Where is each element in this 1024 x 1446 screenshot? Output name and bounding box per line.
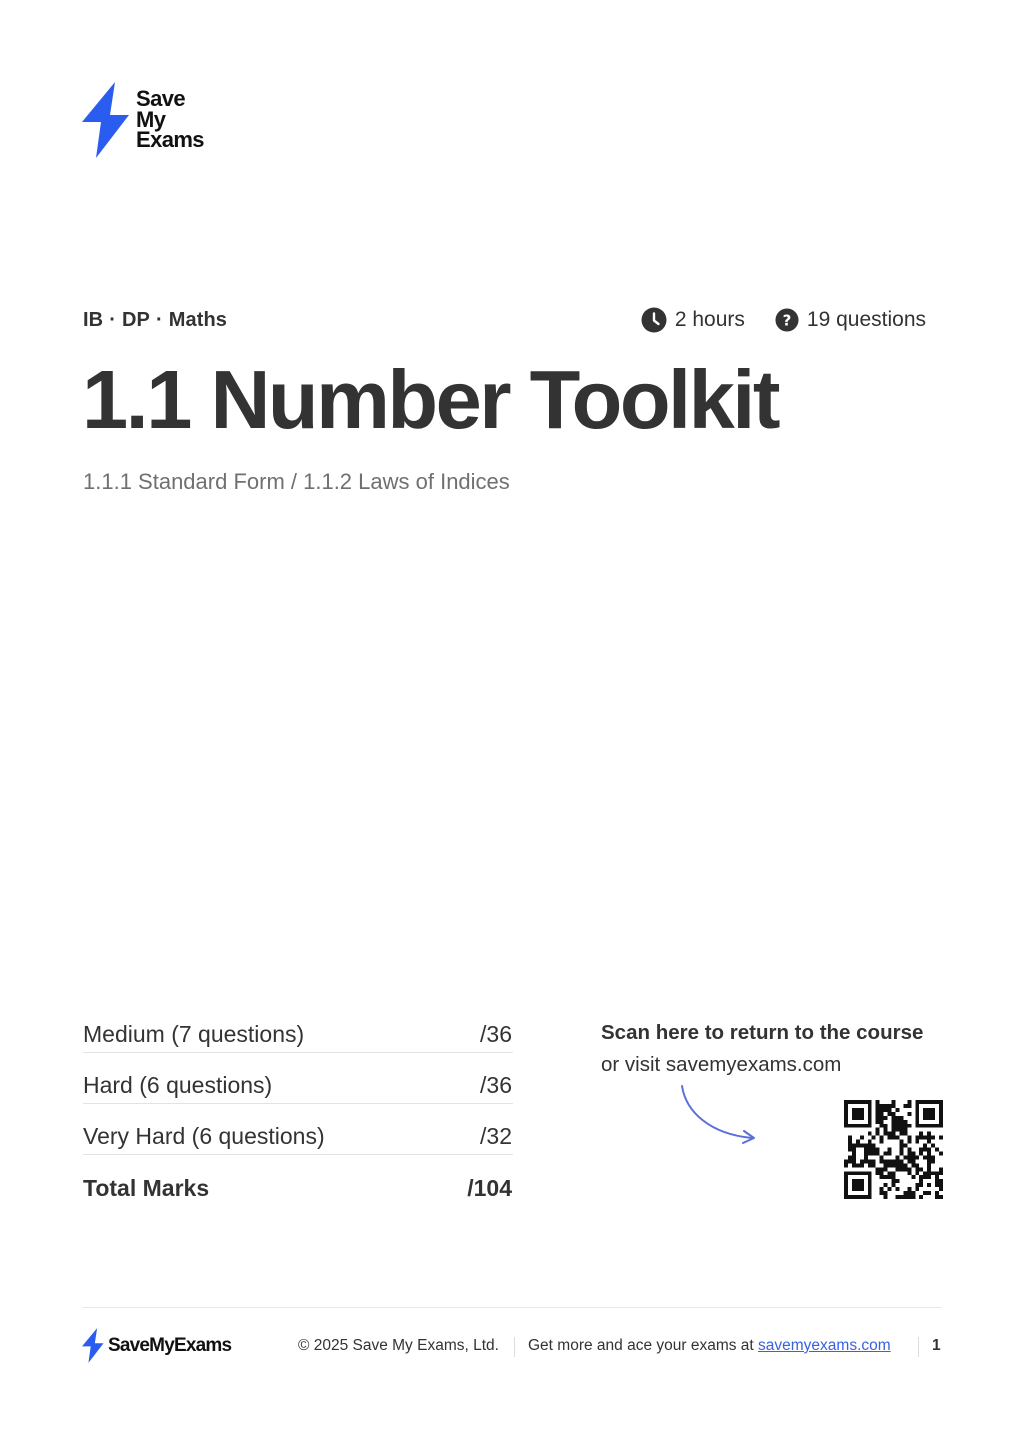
- crumb-level: DP: [121, 309, 150, 331]
- footer-brand-name: SaveMyExams: [108, 1334, 232, 1356]
- logo-wordmark: [136, 86, 204, 152]
- marks-row-label: Hard (6 questions): [83, 1072, 273, 1098]
- footer-separator: [514, 1337, 515, 1357]
- logo-word-1: Save: [136, 86, 185, 111]
- breadcrumb: [83, 309, 227, 332]
- footer-cta-text: Get more and ace your exams at: [528, 1337, 759, 1354]
- page-subtitle: 1.1.1 Standard Form / 1.1.2 Laws of Indices: [83, 469, 510, 494]
- question-count-info: [775, 308, 926, 332]
- marks-row-total: [83, 1155, 513, 1206]
- clock-icon: [641, 307, 667, 333]
- duration-text: 2 hours: [674, 308, 745, 331]
- lightning-bolt-icon: [82, 1328, 104, 1363]
- crumb-board: IB: [83, 309, 104, 331]
- total-marks-value: /104: [467, 1175, 512, 1201]
- footer-separator: [918, 1337, 919, 1357]
- marks-row-value: /36: [480, 1021, 512, 1047]
- qr-heading: Scan here to return to the course: [601, 1021, 924, 1044]
- crumb-subject: Maths: [168, 309, 228, 331]
- footer-divider: [82, 1307, 942, 1308]
- qr-code[interactable]: [844, 1100, 943, 1199]
- marks-table: [83, 1002, 513, 1206]
- crumb-separator: ·: [155, 309, 163, 331]
- page-number: 1: [932, 1337, 941, 1354]
- question-count-text: 19 questions: [806, 308, 926, 331]
- curved-arrow-icon: [676, 1084, 762, 1146]
- marks-row-value: /32: [480, 1123, 512, 1149]
- save-my-exams-logo: [82, 82, 212, 158]
- marks-row-very-hard: [83, 1104, 513, 1155]
- footer-logo: [82, 1328, 231, 1363]
- svg-text:?: ?: [782, 311, 792, 330]
- question-circle-icon: [775, 308, 799, 332]
- footer-cta: [528, 1337, 891, 1355]
- total-marks-label: Total Marks: [83, 1175, 210, 1201]
- footer-copyright: © 2025 Save My Exams, Ltd.: [298, 1337, 499, 1354]
- lightning-bolt-icon: [82, 82, 130, 158]
- qr-subtext: or visit savemyexams.com: [601, 1053, 842, 1076]
- page-title: 1.1 Number Toolkit: [82, 353, 778, 446]
- duration-info: [641, 307, 745, 333]
- logo-word-2: My: [136, 106, 166, 132]
- marks-row-label: Very Hard (6 questions): [83, 1123, 325, 1149]
- marks-row-label: Medium (7 questions): [83, 1021, 305, 1047]
- logo-word-3: Exams: [136, 127, 204, 152]
- exam-meta: [641, 307, 926, 333]
- marks-row-value: /36: [480, 1072, 512, 1098]
- marks-row-medium: [83, 1002, 513, 1053]
- crumb-separator: ·: [109, 309, 116, 331]
- marks-row-hard: [83, 1053, 513, 1104]
- footer-website-link[interactable]: savemyexams.com: [758, 1337, 891, 1354]
